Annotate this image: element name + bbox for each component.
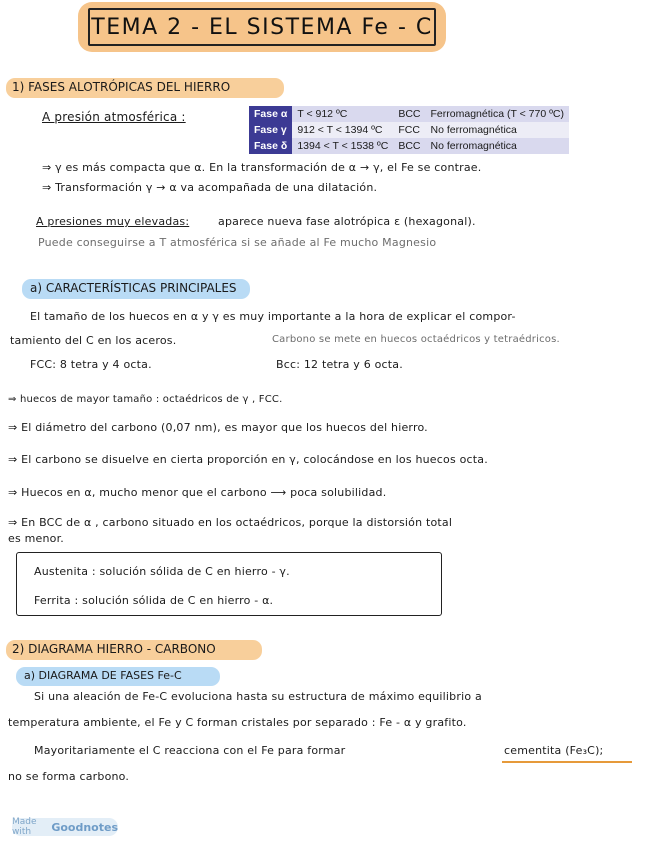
table-cell: 1394 < T < 1538 ºC: [292, 138, 393, 154]
note-compacta: ⇒ γ es más compacta que α. En la transformación de α → γ, el Fe se contrae.: [42, 161, 482, 174]
table-row: [249, 106, 569, 122]
bullet-bcc-line1: ⇒ En BCC de α , carbono situado en los octaédricos, porque la distorsión total: [8, 516, 453, 529]
table-cell: BCC: [393, 138, 425, 154]
goodnotes-badge: [12, 818, 118, 836]
austenita-definition: Austenita : solución sólida de C en hierro - γ.: [34, 565, 290, 578]
table-cell: Fase α: [249, 106, 292, 122]
presion-label: A presión atmosférica :: [42, 110, 186, 124]
section2-heading: 2) DIAGRAMA HIERRO - CARBONO: [12, 642, 216, 656]
made-with-label: Made with: [12, 817, 37, 837]
table-cell: Ferromagnética (T < 770 ºC): [426, 106, 570, 122]
diagrama-paragraph-line2: temperatura ambiente, el Fe y C forman cristales por separado : Fe - α y grafito.: [8, 716, 467, 729]
section1-heading: 1) FASES ALOTRÓPICAS DEL HIERRO: [12, 80, 231, 94]
bullet-diametro: ⇒ El diámetro del carbono (0,07 nm), es mayor que los huecos del hierro.: [8, 421, 428, 434]
huecos-paragraph-line1: El tamaño de los huecos en α y γ es muy importante a la hora de explicar el compor-: [30, 310, 516, 323]
ferrita-definition: Ferrita : solución sólida de C en hierro - α.: [34, 594, 274, 607]
table-cell: Fase γ: [249, 122, 292, 138]
diagrama-paragraph-line3: Mayoritariamente el C reacciona con el Fe para formar: [34, 744, 346, 757]
cementita-underline: [502, 761, 632, 763]
section2-sub-heading: a) DIAGRAMA DE FASES Fe-C: [24, 669, 182, 682]
table-cell: FCC: [393, 122, 425, 138]
section-a-heading: a) CARACTERÍSTICAS PRINCIPALES: [30, 281, 237, 295]
huecos-paragraph-line2: tamiento del C en los aceros.: [10, 334, 177, 347]
goodnotes-brand: Goodnotes: [51, 820, 118, 834]
page-title: TEMA 2 - EL SISTEMA Fe - C: [88, 8, 436, 46]
table-cell: No ferromagnética: [426, 138, 570, 154]
fases-table: [249, 106, 569, 154]
fcc-huecos: FCC: 8 tetra y 4 octa.: [30, 358, 152, 371]
bullet-huecos-mayor: ⇒ huecos de mayor tamaño : octaédricos de γ , FCC.: [8, 394, 283, 405]
table-cell: BCC: [393, 106, 425, 122]
table-row: [249, 122, 569, 138]
huecos-gray-note: Carbono se mete en huecos octaédricos y tetraédricos.: [272, 334, 560, 345]
diagrama-paragraph-line1: Si una aleación de Fe-C evoluciona hasta su estructura de máximo equilibrio a: [34, 690, 482, 703]
cementita-term: cementita (Fe₃C);: [504, 744, 604, 757]
table-cell: 912 < T < 1394 ºC: [292, 122, 393, 138]
presiones-label: A presiones muy elevadas:: [36, 215, 190, 228]
note-dilatacion: ⇒ Transformación γ → α va acompañada de una dilatación.: [42, 181, 378, 194]
table-cell: Fase δ: [249, 138, 292, 154]
diagrama-paragraph-line4: no se forma carbono.: [8, 770, 130, 783]
bullet-huecos-alfa: ⇒ Huecos en α, mucho menor que el carbono ⟶ poca solubilidad.: [8, 486, 387, 499]
bullet-disuelve: ⇒ El carbono se disuelve en cierta proporción en γ, colocándose en los huecos octa.: [8, 453, 488, 466]
table-cell: No ferromagnética: [426, 122, 570, 138]
magnesio-note: Puede conseguirse a T atmosférica si se añade al Fe mucho Magnesio: [38, 236, 437, 249]
table-row: [249, 138, 569, 154]
title-highlight: [78, 2, 446, 52]
table-cell: T < 912 ºC: [292, 106, 393, 122]
bcc-huecos: Bcc: 12 tetra y 6 octa.: [276, 358, 403, 371]
bullet-bcc-line2: es menor.: [8, 532, 64, 545]
presiones-text: aparece nueva fase alotrópica ε (hexagonal).: [218, 215, 476, 228]
